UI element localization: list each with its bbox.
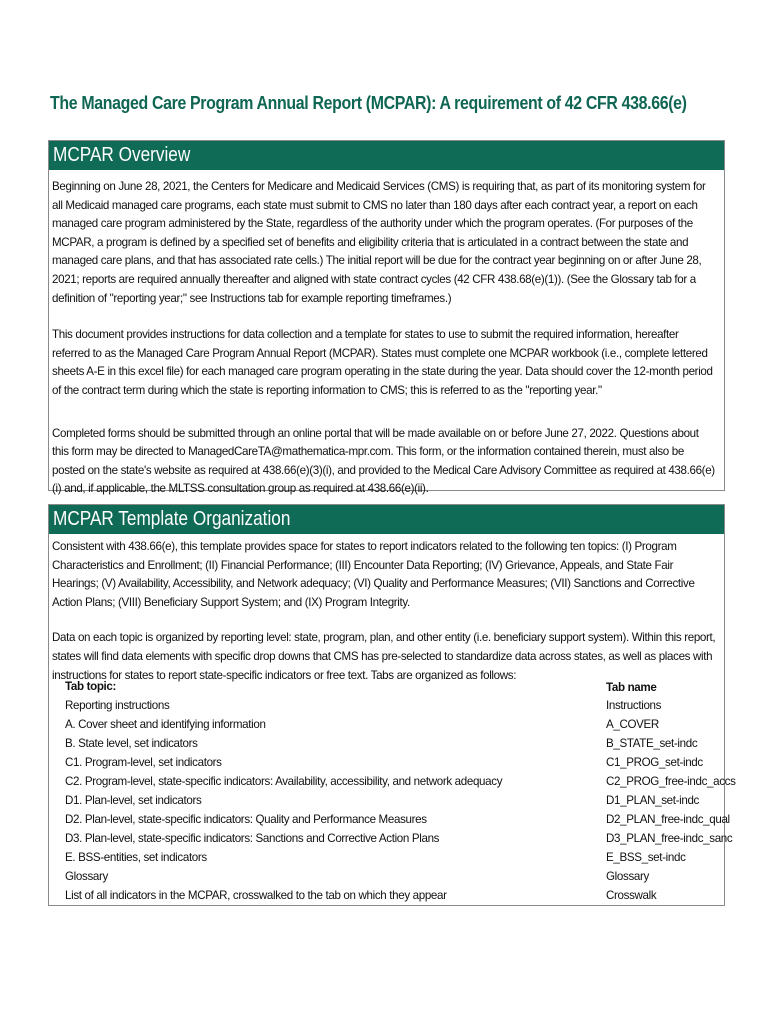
tab-topic: Glossary bbox=[65, 870, 108, 883]
tab-name: Instructions bbox=[606, 699, 662, 712]
tab-topic: Reporting instructions bbox=[65, 699, 170, 712]
organization-paragraph: Consistent with 438.66(e), this template provides space for states to report indicators related to the following ten topics: (I) Program Characteristics and Enrollment; (II) Financial Performance; (III) Encounter Data Reporting; (IV) Grievance, Appeals, and State Fair Hearings; (V) Availability, Accessibility, and Network adequacy; (VI) Quality and Performance Measures; (VII) Sanctions and Corrective Action Plans; (VIII) Beneficiary Support System; and (IX) Program Integrity. bbox=[52, 540, 695, 609]
organization-paragraph: Data on each topic is organized by reporting level: state, program, plan, and other entity (i.e. beneficiary support system). Within this report, states will find data elements with specific drop downs that CMS has pre-selected to standardize data across states, as well as places with instructions for states to report state-specific indicators or free text. Tabs are organized as follows: bbox=[52, 631, 716, 682]
tab-name: B_STATE_set-indc bbox=[606, 737, 698, 750]
tab-topic: List of all indicators in the MCPAR, crosswalked to the tab on which they appear bbox=[65, 889, 447, 902]
tab-name: D2_PLAN_free-indc_qual bbox=[606, 813, 730, 826]
tab-name: Glossary bbox=[606, 870, 649, 883]
tab-name: C2_PROG_free-indc_accs bbox=[606, 775, 736, 788]
tab-topic: E. BSS-entities, set indicators bbox=[65, 851, 207, 864]
table-row bbox=[65, 810, 730, 829]
tab-table bbox=[65, 677, 736, 905]
col-topic-header: Tab topic: bbox=[65, 680, 117, 693]
table-row bbox=[65, 696, 715, 715]
tab-name: Crosswalk bbox=[606, 889, 657, 902]
tab-topic: C2. Program-level, state-specific indicators: Availability, accessibility, and network adequacy bbox=[65, 775, 503, 788]
table-row bbox=[65, 848, 715, 867]
table-row bbox=[65, 886, 715, 905]
page-title: The Managed Care Program Annual Report (MCPAR): A requirement of 42 CFR 438.66(e) bbox=[50, 92, 687, 113]
tab-name: E_BSS_set-indc bbox=[606, 851, 686, 864]
table-row bbox=[65, 715, 715, 734]
tab-topic: B. State level, set indicators bbox=[65, 737, 198, 750]
tab-table-header bbox=[65, 677, 715, 696]
overview-section bbox=[48, 140, 725, 496]
tab-name: D1_PLAN_set-indc bbox=[606, 794, 699, 807]
table-row bbox=[65, 829, 733, 848]
table-row bbox=[65, 772, 736, 791]
tab-name: C1_PROG_set-indc bbox=[606, 756, 703, 769]
tab-topic: D3. Plan-level, state-specific indicators: Sanctions and Corrective Action Plans bbox=[65, 832, 440, 845]
overview-paragraph: Completed forms should be submitted through an online portal that will be made available on or before June 27, 2022. Questions about this form may be directed to ManagedCareTA@mathematica-mpr.com. This form, or the information contained therein, must also be posted on the state's website as required at 438.66(e)(3)(i), and provided to the Medical Care Advisory Committee as required at 438.66(e)(i) and, if applicable, the MLTSS consultation group as required at 438.66(e)(ii). bbox=[52, 426, 715, 496]
overview-header: MCPAR Overview bbox=[49, 141, 724, 170]
tab-topic: D1. Plan-level, set indicators bbox=[65, 794, 202, 807]
overview-paragraph: This document provides instructions for data collection and a template for states to use to submit the required information, hereafter referred to as the Managed Care Program Annual Report (MCPAR). States must complete one MCPAR workbook (i.e., complete lettered sheets A-E in this excel file) for each managed care program operating in the state during the year. Data should cover the 12-month period of the contract term during which the state is reporting information to CMS; this is referred to as the "reporting year." bbox=[52, 328, 713, 397]
organization-section bbox=[48, 504, 736, 906]
col-name-header: Tab name bbox=[606, 681, 657, 694]
tab-topic: D2. Plan-level, state-specific indicators: Quality and Performance Measures bbox=[65, 813, 427, 826]
table-row bbox=[65, 867, 715, 886]
table-row bbox=[65, 753, 715, 772]
tab-name: D3_PLAN_free-indc_sanc bbox=[606, 832, 733, 845]
organization-header: MCPAR Template Organization bbox=[49, 505, 724, 534]
table-row bbox=[65, 734, 715, 753]
tab-topic: A. Cover sheet and identifying information bbox=[65, 718, 266, 731]
tab-name: A_COVER bbox=[606, 718, 659, 731]
table-row bbox=[65, 791, 715, 810]
overview-paragraph: Beginning on June 28, 2021, the Centers for Medicare and Medicaid Services (CMS) is requiring that, as part of its monitoring system for all Medicaid managed care programs, each state must submit to CMS no later than 180 days after each contract year, a report on each managed care program administered by the State, regardless of the authority under which the program operates. (For purposes of the MCPAR, a program is defined by a specified set of benefits and eligibility criteria that is articulated in a contract between the state and managed care plans, and that has associated rate cells.) The initial report will be due for the contract year beginning on or after June 28, 2021; reports are required annually thereafter and aligned with state contract cycles (42 CFR 438.68(e)(1)). (See the Glossary tab for a definition of "reporting year;" see Instructions tab for example reporting timeframes.) bbox=[52, 180, 706, 305]
tab-topic: C1. Program-level, set indicators bbox=[65, 756, 222, 769]
